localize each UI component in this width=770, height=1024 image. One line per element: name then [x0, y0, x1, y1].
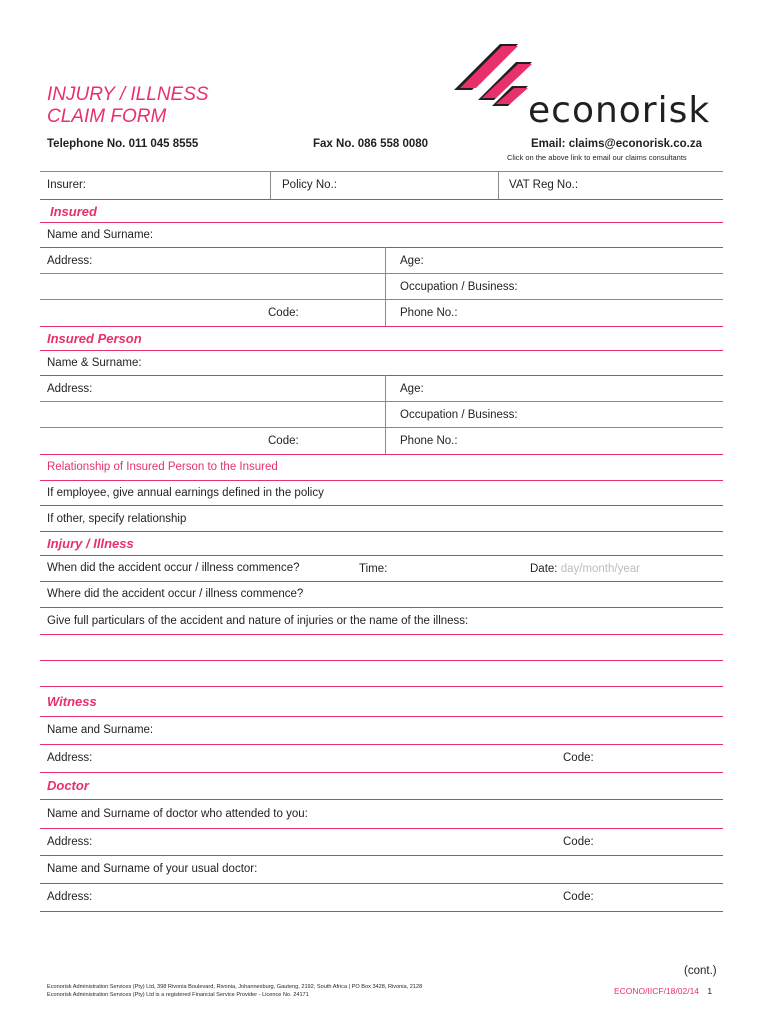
insured-person-column-divider	[385, 375, 386, 455]
insured-column-divider	[385, 247, 386, 327]
employee-earnings-field[interactable]: If employee, give annual earnings defined in the policy	[47, 487, 324, 499]
continued-note: (cont.)	[684, 965, 717, 977]
top-row-top-border	[40, 171, 723, 172]
rule	[40, 531, 723, 532]
rule	[40, 401, 723, 402]
insured-name-field[interactable]: Name and Surname:	[47, 229, 154, 241]
insurer-field[interactable]: Insurer:	[47, 179, 86, 191]
fax-number: Fax No. 086 558 0080	[313, 138, 429, 150]
vat-reg-field[interactable]: VAT Reg No.:	[509, 179, 579, 191]
form-reference-code: ECONO/IICF/18/02/14	[614, 986, 700, 996]
econorisk-logo-text: econorisk	[528, 90, 711, 131]
doctor-address-field[interactable]: Address:	[47, 836, 93, 848]
email-note: Click on the above link to email our claims consultants	[507, 153, 687, 162]
form-title	[47, 84, 209, 128]
econorisk-logo-mark	[452, 40, 532, 120]
usual-doctor-address-field[interactable]: Address:	[47, 891, 93, 903]
rule	[40, 350, 723, 351]
page-number: 1	[707, 986, 713, 996]
accident-when-field[interactable]: When did the accident occur / illness commence?	[47, 562, 300, 574]
rule	[40, 828, 723, 829]
accident-where-field[interactable]: Where did the accident occur / illness commence?	[47, 588, 304, 600]
usual-doctor-code-field[interactable]: Code:	[563, 891, 594, 903]
footer-licence-line: Econorisk Administration Services (Pty) Ltd is a registered Financial Service Provider - Licence No. 24171	[47, 992, 309, 998]
rule	[40, 273, 723, 274]
rule	[40, 744, 723, 745]
top-row-divider-1	[270, 171, 271, 199]
doctor-name-field[interactable]: Name and Surname of doctor who attended to you:	[47, 808, 308, 820]
rule	[40, 555, 723, 556]
witness-heading: Witness	[47, 694, 97, 709]
top-row-divider-2	[498, 171, 499, 199]
insured-phone-field[interactable]: Phone No.:	[400, 307, 458, 319]
rule	[40, 716, 723, 717]
rule	[40, 660, 723, 661]
date-label: Date:	[530, 563, 558, 575]
rule	[40, 247, 723, 248]
rule	[40, 299, 723, 300]
insured-occupation-field[interactable]: Occupation / Business:	[400, 281, 518, 293]
rule	[40, 772, 723, 773]
date-placeholder: day/month/year	[560, 563, 640, 575]
insured-person-heading: Insured Person	[47, 331, 142, 346]
insured-person-name-field[interactable]: Name & Surname:	[47, 357, 142, 369]
time-field[interactable]: Time:	[359, 563, 388, 575]
insured-address-field[interactable]: Address:	[47, 255, 93, 267]
insured-code-field[interactable]: Code:	[268, 307, 299, 319]
witness-name-field[interactable]: Name and Surname:	[47, 724, 154, 736]
rule	[40, 222, 723, 223]
telephone-number: Telephone No. 011 045 8555	[47, 138, 199, 150]
rule	[40, 326, 723, 327]
rule	[40, 427, 723, 428]
insured-person-phone-field[interactable]: Phone No.:	[400, 435, 458, 447]
rule	[40, 581, 723, 582]
other-relationship-field[interactable]: If other, specify relationship	[47, 513, 187, 525]
rule	[40, 454, 723, 455]
form-reference	[614, 986, 712, 996]
rule	[40, 634, 723, 635]
policy-number-field[interactable]: Policy No.:	[282, 179, 337, 191]
top-row-bottom-border	[40, 199, 723, 200]
rule	[40, 799, 723, 800]
injury-illness-heading: Injury / Illness	[47, 536, 134, 551]
accident-particulars-field[interactable]: Give full particulars of the accident and nature of injuries or the name of the illness:	[47, 615, 469, 627]
rule	[40, 911, 723, 912]
rule	[40, 607, 723, 608]
footer-address-line: Econorisk Administration Services (Pty) Ltd, 398 Rivonia Boulevard, Rivonia, Johannesburg, Gauteng, 2192, South Africa | PO Box 3428, Rivonia, 2128	[47, 984, 423, 990]
form-title-line2: CLAIM FORM	[47, 106, 167, 127]
date-field[interactable]	[530, 563, 640, 575]
rule	[40, 686, 723, 687]
insured-heading: Insured	[50, 204, 97, 219]
rule	[40, 883, 723, 884]
usual-doctor-name-field[interactable]: Name and Surname of your usual doctor:	[47, 863, 258, 875]
rule	[40, 855, 723, 856]
insured-person-age-field[interactable]: Age:	[400, 383, 424, 395]
rule	[40, 505, 723, 506]
email-link[interactable]: Email: claims@econorisk.co.za	[531, 138, 703, 150]
insured-person-code-field[interactable]: Code:	[268, 435, 299, 447]
insured-person-occupation-field[interactable]: Occupation / Business:	[400, 409, 518, 421]
doctor-heading: Doctor	[47, 778, 89, 793]
doctor-code-field[interactable]: Code:	[563, 836, 594, 848]
rule	[40, 480, 723, 481]
witness-address-field[interactable]: Address:	[47, 752, 93, 764]
insured-person-address-field[interactable]: Address:	[47, 383, 93, 395]
insured-age-field[interactable]: Age:	[400, 255, 424, 267]
witness-code-field[interactable]: Code:	[563, 752, 594, 764]
form-title-line1: INJURY / ILLNESS	[47, 84, 209, 105]
relationship-field[interactable]: Relationship of Insured Person to the Insured	[47, 461, 278, 473]
rule	[40, 375, 723, 376]
footer-company-info	[47, 983, 422, 999]
